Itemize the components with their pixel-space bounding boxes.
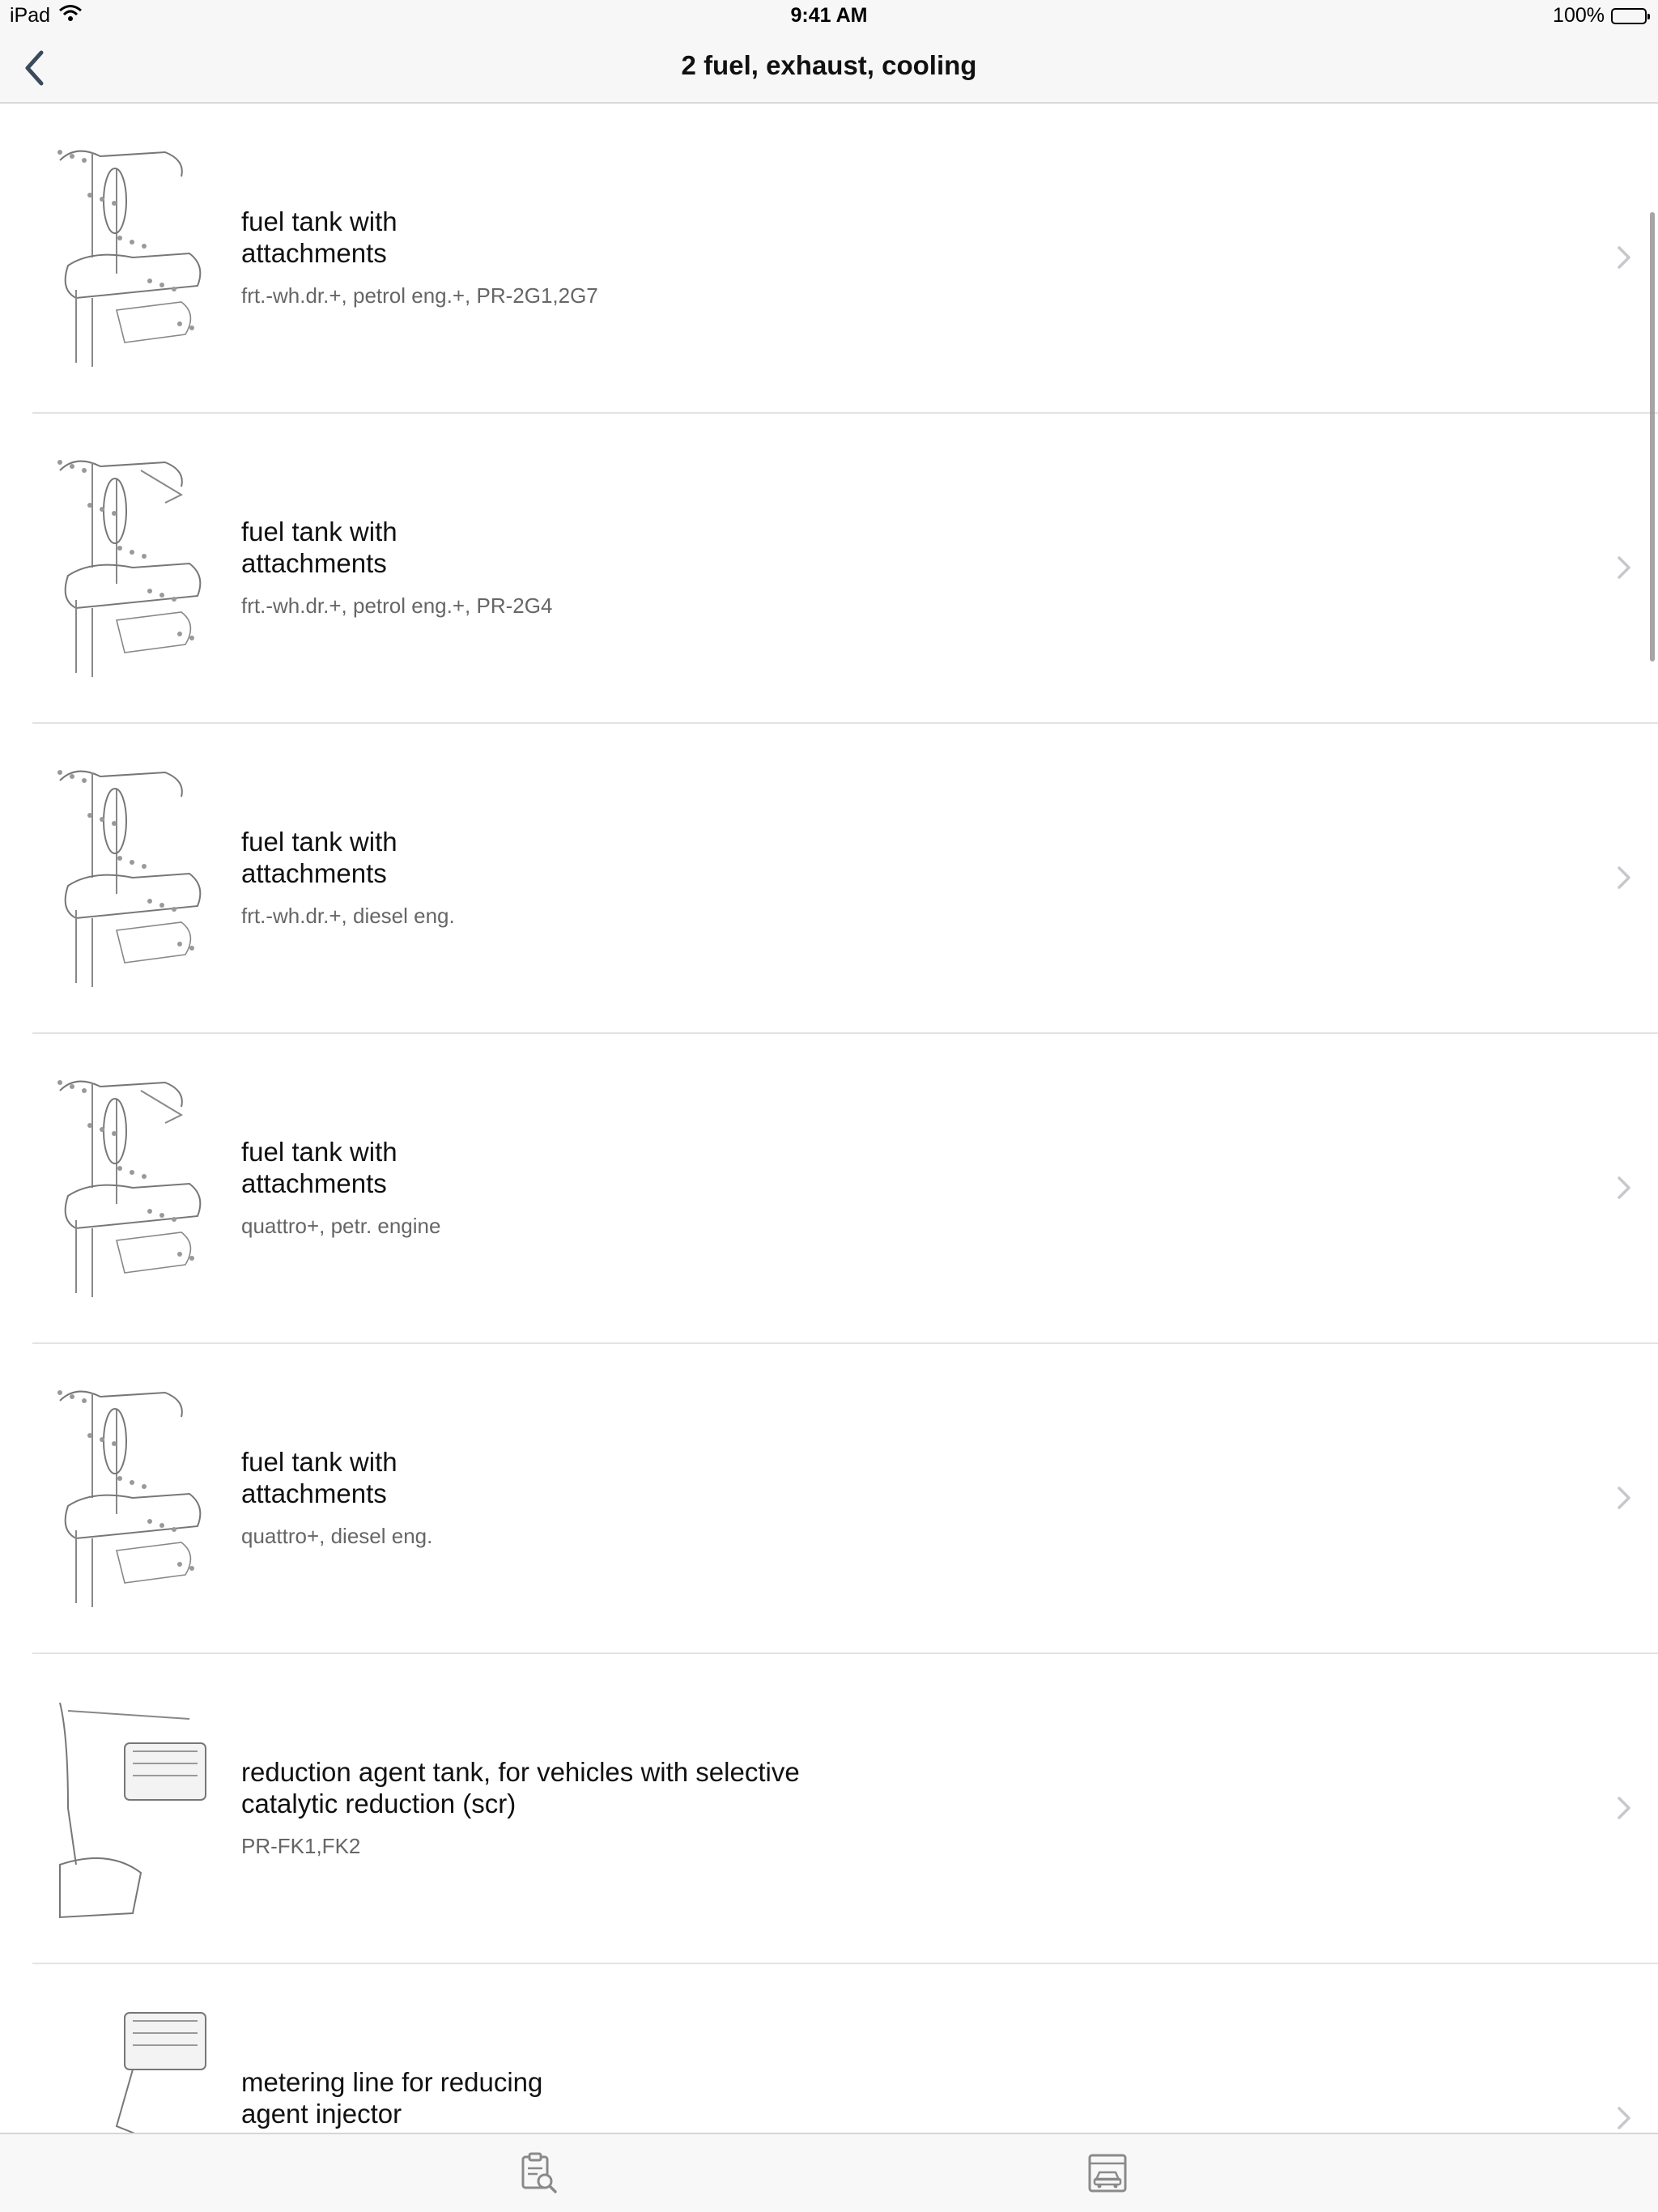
device-label: iPad — [10, 4, 51, 27]
chevron-right-icon[interactable] — [1614, 553, 1634, 582]
list-item[interactable] — [0, 1034, 1658, 1344]
part-diagram-thumbnail — [44, 756, 214, 999]
chevron-right-icon[interactable] — [1614, 2104, 1634, 2133]
status-bar — [0, 0, 1658, 34]
row-subtitle: quattro+, petr. engine — [241, 1214, 441, 1238]
row-subtitle: frt.-wh.dr.+, petrol eng.+, PR-2G1,2G7 — [241, 283, 598, 308]
row-title: reduction agent tank, for vehicles with selective catalytic reduction (scr) — [241, 1757, 800, 1819]
list-item[interactable] — [0, 1344, 1658, 1654]
tab-vehicle-catalog[interactable] — [1086, 2152, 1129, 2194]
chevron-right-icon[interactable] — [1614, 1173, 1634, 1202]
chevron-right-icon[interactable] — [1614, 863, 1634, 892]
part-diagram-thumbnail — [44, 1687, 214, 1929]
list-item[interactable] — [0, 104, 1658, 414]
status-time: 9:41 AM — [790, 4, 868, 27]
parts-list — [0, 104, 1658, 2133]
row-subtitle: frt.-wh.dr.+, diesel eng. — [241, 904, 455, 928]
row-text — [241, 516, 905, 619]
part-diagram-thumbnail — [44, 1066, 214, 1309]
row-title: fuel tank with attachments — [241, 206, 397, 268]
row-text — [241, 1756, 905, 1859]
vehicle-catalog-icon — [1086, 2152, 1129, 2194]
row-text — [241, 1136, 905, 1239]
status-right — [1553, 4, 1647, 28]
parts-catalog-search-icon — [518, 2152, 560, 2194]
navigation-bar — [0, 34, 1658, 104]
row-title: fuel tank with attachments — [241, 517, 397, 578]
row-subtitle: quattro+, diesel eng. — [241, 1524, 433, 1548]
tab-bar — [0, 2133, 1658, 2212]
row-text — [241, 826, 905, 929]
part-diagram-thumbnail — [44, 1997, 214, 2133]
list-item[interactable] — [0, 1654, 1658, 1964]
row-title: fuel tank with attachments — [241, 1447, 397, 1508]
part-diagram-thumbnail — [44, 1376, 214, 1619]
chevron-right-icon[interactable] — [1614, 1793, 1634, 1823]
row-subtitle: frt.-wh.dr.+, petrol eng.+, PR-2G4 — [241, 593, 553, 618]
list-item[interactable] — [0, 724, 1658, 1034]
chevron-right-icon[interactable] — [1614, 243, 1634, 272]
tab-parts-search[interactable] — [518, 2152, 560, 2194]
row-title: metering line for reducing agent injector — [241, 2067, 543, 2129]
list-item[interactable] — [0, 1964, 1658, 2133]
row-text — [241, 206, 905, 308]
row-title: fuel tank with attachments — [241, 1137, 397, 1198]
scrollbar[interactable] — [1650, 212, 1655, 661]
part-diagram-thumbnail — [44, 136, 214, 379]
row-title: fuel tank with attachments — [241, 827, 397, 888]
row-text — [241, 1446, 905, 1549]
page-title: 2 fuel, exhaust, cooling — [681, 50, 977, 80]
part-diagram-thumbnail — [44, 446, 214, 689]
row-text — [241, 2066, 905, 2133]
chevron-right-icon[interactable] — [1614, 1483, 1634, 1512]
list-item[interactable] — [0, 414, 1658, 724]
battery-icon — [1611, 8, 1647, 24]
battery-percent: 100% — [1553, 4, 1605, 27]
row-subtitle: PR-FK1,FK2 — [241, 1834, 361, 1858]
